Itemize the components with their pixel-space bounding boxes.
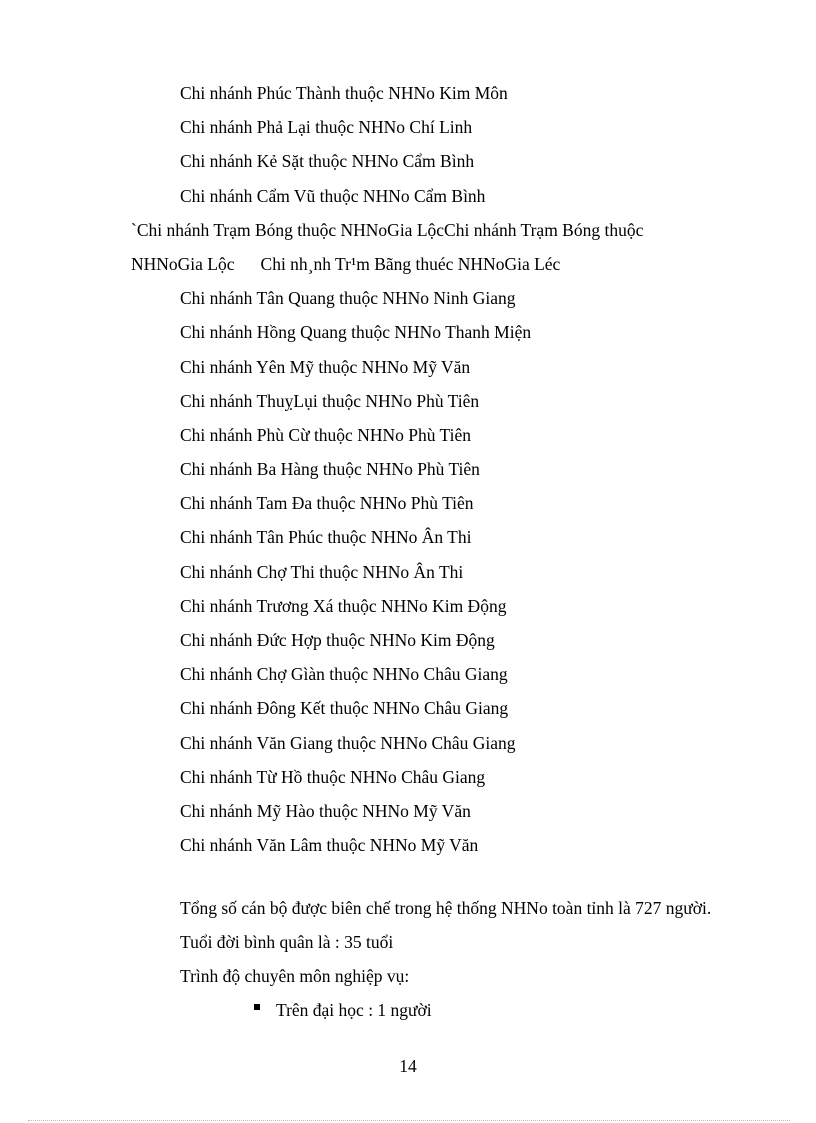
list-item: Chi nhánh Đức Hợp thuộc NHNo Kim Động: [180, 630, 495, 650]
list-item: Chi nhánh Chợ Thi thuộc NHNo Ân Thi: [180, 561, 464, 582]
list-item: Chi nhánh Phúc Thành thuộc NHNo Kim Môn: [180, 83, 508, 103]
list-item: Chi nhánh Văn Lâm thuộc NHNo Mỹ Văn: [180, 835, 479, 856]
list-item: Chi nhánh Mỹ Hào thuộc NHNo Mỹ Văn: [180, 800, 471, 821]
wrapped-text: NHNoGia Lộc: [131, 253, 235, 274]
qualification-list: [254, 995, 432, 1025]
list-item: Chi nhánh Phù Cừ thuộc NHNo Phù Tiên: [180, 424, 471, 445]
qualification-heading: Trình độ chuyên môn nghiệp vụ:: [180, 966, 410, 986]
garbled-text: Chi nh¸nh Tr¹m Bãng thuéc NHNoGia Léc: [260, 253, 561, 274]
list-item: [254, 995, 432, 1025]
list-item: Chi nhánh Đông Kết thuộc NHNo Châu Giang: [180, 698, 509, 719]
list-item: Chi nhánh Cẩm Vũ thuộc NHNo Cẩm Bình: [180, 185, 486, 206]
list-item: Chi nhánh Trương Xá thuộc NHNo Kim Động: [180, 595, 507, 616]
qualification-text: Trên đại học : 1 người: [276, 1000, 432, 1020]
list-item: Chi nhánh Chợ Gìàn thuộc NHNo Châu Giang: [180, 664, 508, 685]
list-item: Chi nhánh Kẻ Sặt thuộc NHNo Cẩm Bình: [180, 151, 475, 172]
list-item: Chi nhánh Phả Lại thuộc NHNo Chí Linh: [180, 117, 473, 138]
page-number: 14: [399, 1056, 417, 1076]
page-edge-divider: [28, 1120, 790, 1121]
list-item: Chi nhánh Tân Quang thuộc NHNo Ninh Giang: [180, 288, 516, 309]
list-item: Chi nhánh ThuỵLụi thuộc NHNo Phù Tiên: [180, 390, 480, 411]
list-item: Chi nhánh Tam Đa thuộc NHNo Phù Tiên: [180, 493, 474, 514]
list-item: Chi nhánh Ba Hàng thuộc NHNo Phù Tiên: [180, 459, 480, 480]
staff-total-text: Tổng số cán bộ được biên chế trong hệ thống NHNo toàn tỉnh là 727 người.: [180, 898, 712, 918]
list-item-wrapped: [0, 249, 816, 283]
list-item: Chi nhánh Từ Hồ thuộc NHNo Châu Giang: [180, 766, 486, 787]
list-item: Chi nhánh Hồng Quang thuộc NHNo Thanh Miện: [180, 322, 532, 343]
list-item: Chi nhánh Yên Mỹ thuộc NHNo Mỹ Văn: [180, 356, 471, 377]
staff-summary: [180, 893, 800, 995]
list-item: Chi nhánh Văn Giang thuộc NHNo Châu Giang: [180, 732, 516, 753]
list-item: Chi nhánh Tân Phúc thuộc NHNo Ân Thi: [180, 527, 472, 548]
branch-list: [0, 78, 816, 864]
average-age-text: Tuổi đời bình quân là : 35 tuổi: [180, 932, 394, 952]
square-bullet-icon: [254, 1004, 260, 1010]
list-item: `Chi nhánh Trạm Bóng thuộc NHNoGia LộcChi nhánh Trạm Bóng thuộc: [131, 219, 644, 240]
